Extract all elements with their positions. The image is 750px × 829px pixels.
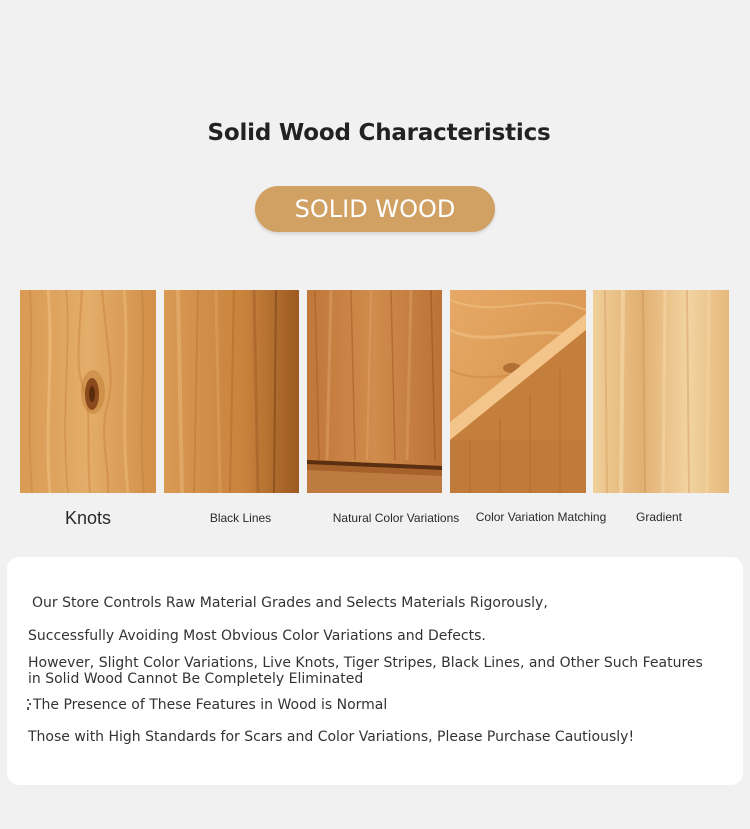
knots-sample-image (20, 290, 156, 493)
black-lines-sample-image (164, 290, 299, 493)
natural-color-variations-label: Natural Color Variations (332, 511, 460, 525)
color-variation-matching-sample-image (450, 290, 586, 493)
notice-line-3: However, Slight Color Variations, Live Knots, Tiger Stripes, Black Lines, and Other Such Features in Solid Wood Cannot Be Completely Eliminated (28, 655, 703, 687)
bullet-mark-icon (27, 699, 32, 712)
page-title: Solid Wood Characteristics (207, 120, 551, 146)
black-lines-label: Black Lines (209, 511, 272, 525)
notice-line-1: Our Store Controls Raw Material Grades and Selects Materials Rigorously, (32, 595, 548, 611)
color-variation-matching-label: Color Variation Matching (475, 510, 607, 524)
notice-line-4: The Presence of These Features in Wood is Normal (33, 697, 388, 713)
notice-line-5: Those with High Standards for Scars and Color Variations, Please Purchase Cautiously! (28, 729, 635, 745)
knots-label: Knots (64, 508, 112, 528)
natural-color-variations-sample-image (307, 290, 442, 493)
notice-line-2: Successfully Avoiding Most Obvious Color Variations and Defects. (28, 628, 486, 644)
gradient-label: Gradient (635, 510, 683, 524)
notice-card (7, 557, 743, 785)
solid-wood-badge: SOLID WOOD (255, 186, 495, 232)
gradient-sample-image (593, 290, 729, 493)
